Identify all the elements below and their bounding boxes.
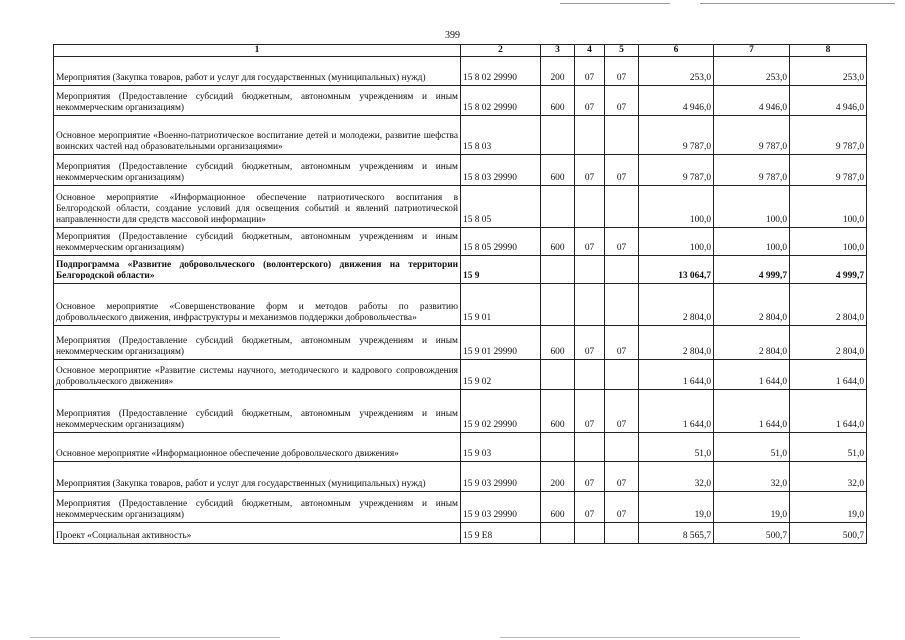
table-cell-rz: 07 (575, 462, 605, 492)
table-cell-code: 15 8 03 29990 (461, 155, 541, 186)
table-cell-vr: 600 (541, 155, 575, 186)
table-cell-name: Мероприятия (Предоставление субсидий бюджетным, автономным учреждениям и иным некоммерческим организациям) (54, 86, 461, 116)
table-cell-sum-2: 4 999,7 (714, 256, 790, 284)
table-row (54, 360, 867, 390)
column-header: 8 (790, 45, 867, 57)
table-cell-sum-1: 9 787,0 (639, 116, 714, 155)
table-row (54, 256, 867, 284)
table-cell-name: Основное мероприятие «Развитие системы научного, методического и кадрового сопровождения добровольческого движения» (54, 360, 461, 390)
table-cell-rz (575, 186, 605, 228)
table-cell-vr (541, 523, 575, 544)
table-cell-rz (575, 284, 605, 326)
table-body (54, 57, 867, 544)
table-cell-code: 15 9 E8 (461, 523, 541, 544)
column-header: 5 (605, 45, 639, 57)
table-cell-sum-2: 4 946,0 (714, 86, 790, 116)
table-cell-code: 15 8 05 29990 (461, 228, 541, 256)
table-row (54, 462, 867, 492)
column-header: 3 (541, 45, 575, 57)
table-cell-rz (575, 256, 605, 284)
table-cell-name: Мероприятия (Закупка товаров, работ и услуг для государственных (муниципальных) нужд) (54, 462, 461, 492)
table-cell-rz (575, 523, 605, 544)
table-cell-name: Основное мероприятие «Военно-патриотическое воспитание детей и молодежи, развитие шефства воинских частей над образовательными организациями» (54, 116, 461, 155)
table-cell-vr (541, 284, 575, 326)
table-cell-pr: 07 (605, 86, 639, 116)
table-cell-pr (605, 284, 639, 326)
table-cell-sum-1: 2 804,0 (639, 326, 714, 360)
table-row (54, 433, 867, 462)
table-cell-rz: 07 (575, 390, 605, 433)
table-row (54, 523, 867, 544)
table-cell-code: 15 9 03 (461, 433, 541, 462)
table-cell-name: Мероприятия (Предоставление субсидий бюджетным, автономным учреждениям и иным некоммерческим организациям) (54, 228, 461, 256)
table-cell-sum-3: 100,0 (790, 186, 867, 228)
page-number: 399 (445, 30, 460, 41)
table-cell-vr (541, 186, 575, 228)
column-header: 1 (54, 45, 461, 57)
table-cell-code: 15 8 02 29990 (461, 86, 541, 116)
table-cell-sum-1: 100,0 (639, 186, 714, 228)
table-cell-sum-2: 2 804,0 (714, 284, 790, 326)
table-cell-vr: 600 (541, 326, 575, 360)
table-cell-sum-3: 2 804,0 (790, 326, 867, 360)
table-cell-code: 15 8 02 29990 (461, 57, 541, 86)
table-row (54, 228, 867, 256)
table-cell-sum-3: 1 644,0 (790, 360, 867, 390)
table-cell-code: 15 9 01 (461, 284, 541, 326)
table-row (54, 186, 867, 228)
table-cell-code: 15 9 02 29990 (461, 390, 541, 433)
table-cell-rz: 07 (575, 228, 605, 256)
column-header: 6 (639, 45, 714, 57)
budget-table (53, 44, 867, 544)
table-cell-pr: 07 (605, 155, 639, 186)
table-row (54, 116, 867, 155)
table-row (54, 155, 867, 186)
table-cell-vr (541, 256, 575, 284)
table-cell-name: Мероприятия (Предоставление субсидий бюджетным, автономным учреждениям и иным некоммерческим организациям) (54, 326, 461, 360)
scan-edge-line (30, 637, 280, 638)
table-cell-sum-1: 13 064,7 (639, 256, 714, 284)
table-cell-sum-2: 9 787,0 (714, 155, 790, 186)
table-cell-rz: 07 (575, 57, 605, 86)
table-cell-sum-3: 19,0 (790, 492, 867, 523)
table-cell-name: Мероприятия (Предоставление субсидий бюджетным, автономным учреждениям и иным некоммерческим организациям) (54, 390, 461, 433)
scan-edge-line (500, 637, 800, 638)
scan-edge-line (560, 3, 670, 4)
table-cell-sum-2: 2 804,0 (714, 326, 790, 360)
table-cell-vr (541, 360, 575, 390)
table-cell-pr: 07 (605, 462, 639, 492)
table-cell-code: 15 9 02 (461, 360, 541, 390)
table-cell-rz (575, 360, 605, 390)
table-cell-rz (575, 116, 605, 155)
table-cell-sum-1: 253,0 (639, 57, 714, 86)
table-cell-sum-3: 9 787,0 (790, 116, 867, 155)
column-header: 2 (461, 45, 541, 57)
table-cell-sum-2: 1 644,0 (714, 360, 790, 390)
table-cell-sum-3: 500,7 (790, 523, 867, 544)
table-cell-pr (605, 116, 639, 155)
table-cell-rz: 07 (575, 492, 605, 523)
table-cell-code: 15 9 03 29990 (461, 462, 541, 492)
table-cell-sum-3: 2 804,0 (790, 284, 867, 326)
table-cell-sum-1: 8 565,7 (639, 523, 714, 544)
table-cell-name: Мероприятия (Предоставление субсидий бюджетным, автономным учреждениям и иным некоммерческим организациям) (54, 155, 461, 186)
table-cell-rz: 07 (575, 155, 605, 186)
table-row (54, 492, 867, 523)
table-row (54, 284, 867, 326)
table-cell-pr (605, 186, 639, 228)
table-cell-sum-1: 19,0 (639, 492, 714, 523)
table-cell-vr: 200 (541, 462, 575, 492)
table-cell-name: Основное мероприятие «Информационное обеспечение патриотического воспитания в Белгородской области, создание условий для освещения событий и явлений патриотической направленности для средств массовой информации» (54, 186, 461, 228)
table-cell-code: 15 8 05 (461, 186, 541, 228)
table-cell-sum-1: 1 644,0 (639, 390, 714, 433)
table-cell-sum-1: 2 804,0 (639, 284, 714, 326)
table-cell-sum-1: 32,0 (639, 462, 714, 492)
table-cell-name: Проект «Социальная активность» (54, 523, 461, 544)
table-cell-sum-1: 1 644,0 (639, 360, 714, 390)
table-cell-rz: 07 (575, 326, 605, 360)
table-cell-rz (575, 433, 605, 462)
table-cell-pr (605, 433, 639, 462)
table-cell-pr: 07 (605, 492, 639, 523)
table-cell-sum-3: 4 999,7 (790, 256, 867, 284)
table-cell-sum-2: 51,0 (714, 433, 790, 462)
table-cell-code: 15 9 01 29990 (461, 326, 541, 360)
table-cell-code: 15 9 (461, 256, 541, 284)
scan-edge-line (700, 3, 895, 4)
table-cell-code: 15 8 03 (461, 116, 541, 155)
table-cell-name: Основное мероприятие «Совершенствование форм и методов работы по развитию добровольческого движения, инфраструктуры и механизмов поддержки добровольчества» (54, 284, 461, 326)
table-row (54, 326, 867, 360)
table-cell-vr (541, 433, 575, 462)
column-number-row (54, 45, 867, 57)
table-cell-sum-3: 253,0 (790, 57, 867, 86)
table-row (54, 57, 867, 86)
table-cell-sum-3: 51,0 (790, 433, 867, 462)
table-cell-pr: 07 (605, 390, 639, 433)
table-cell-sum-2: 9 787,0 (714, 116, 790, 155)
table-cell-pr (605, 523, 639, 544)
table-cell-rz: 07 (575, 86, 605, 116)
table-cell-pr: 07 (605, 57, 639, 86)
table-cell-sum-2: 100,0 (714, 228, 790, 256)
table-cell-sum-2: 1 644,0 (714, 390, 790, 433)
table-cell-sum-2: 253,0 (714, 57, 790, 86)
table-cell-vr (541, 116, 575, 155)
table-cell-pr: 07 (605, 326, 639, 360)
table-cell-sum-3: 32,0 (790, 462, 867, 492)
table-cell-vr: 200 (541, 57, 575, 86)
table-cell-sum-3: 4 946,0 (790, 86, 867, 116)
table-cell-name: Мероприятия (Предоставление субсидий бюджетным, автономным учреждениям и иным некоммерческим организациям) (54, 492, 461, 523)
table-cell-sum-1: 9 787,0 (639, 155, 714, 186)
table-cell-sum-1: 100,0 (639, 228, 714, 256)
table-row (54, 390, 867, 433)
table-cell-pr (605, 360, 639, 390)
table-row (54, 86, 867, 116)
table-cell-pr (605, 256, 639, 284)
column-header: 7 (714, 45, 790, 57)
table-cell-name: Основное мероприятие «Информационное обеспечение добровольческого движения» (54, 433, 461, 462)
table-cell-name: Подпрограмма «Развитие добровольческого (волонтерского) движения на территории Белгородской области» (54, 256, 461, 284)
table-cell-sum-2: 500,7 (714, 523, 790, 544)
table-cell-sum-1: 51,0 (639, 433, 714, 462)
table-cell-name: Мероприятия (Закупка товаров, работ и услуг для государственных (муниципальных) нужд) (54, 57, 461, 86)
table-cell-sum-3: 9 787,0 (790, 155, 867, 186)
table-cell-vr: 600 (541, 228, 575, 256)
table-cell-sum-1: 4 946,0 (639, 86, 714, 116)
table-cell-code: 15 9 03 29990 (461, 492, 541, 523)
table-cell-sum-2: 32,0 (714, 462, 790, 492)
table-cell-vr: 600 (541, 86, 575, 116)
table-cell-vr: 600 (541, 390, 575, 433)
table-cell-sum-3: 100,0 (790, 228, 867, 256)
column-header: 4 (575, 45, 605, 57)
table-cell-pr: 07 (605, 228, 639, 256)
table-cell-sum-3: 1 644,0 (790, 390, 867, 433)
table-cell-sum-2: 19,0 (714, 492, 790, 523)
table-cell-sum-2: 100,0 (714, 186, 790, 228)
table-cell-vr: 600 (541, 492, 575, 523)
